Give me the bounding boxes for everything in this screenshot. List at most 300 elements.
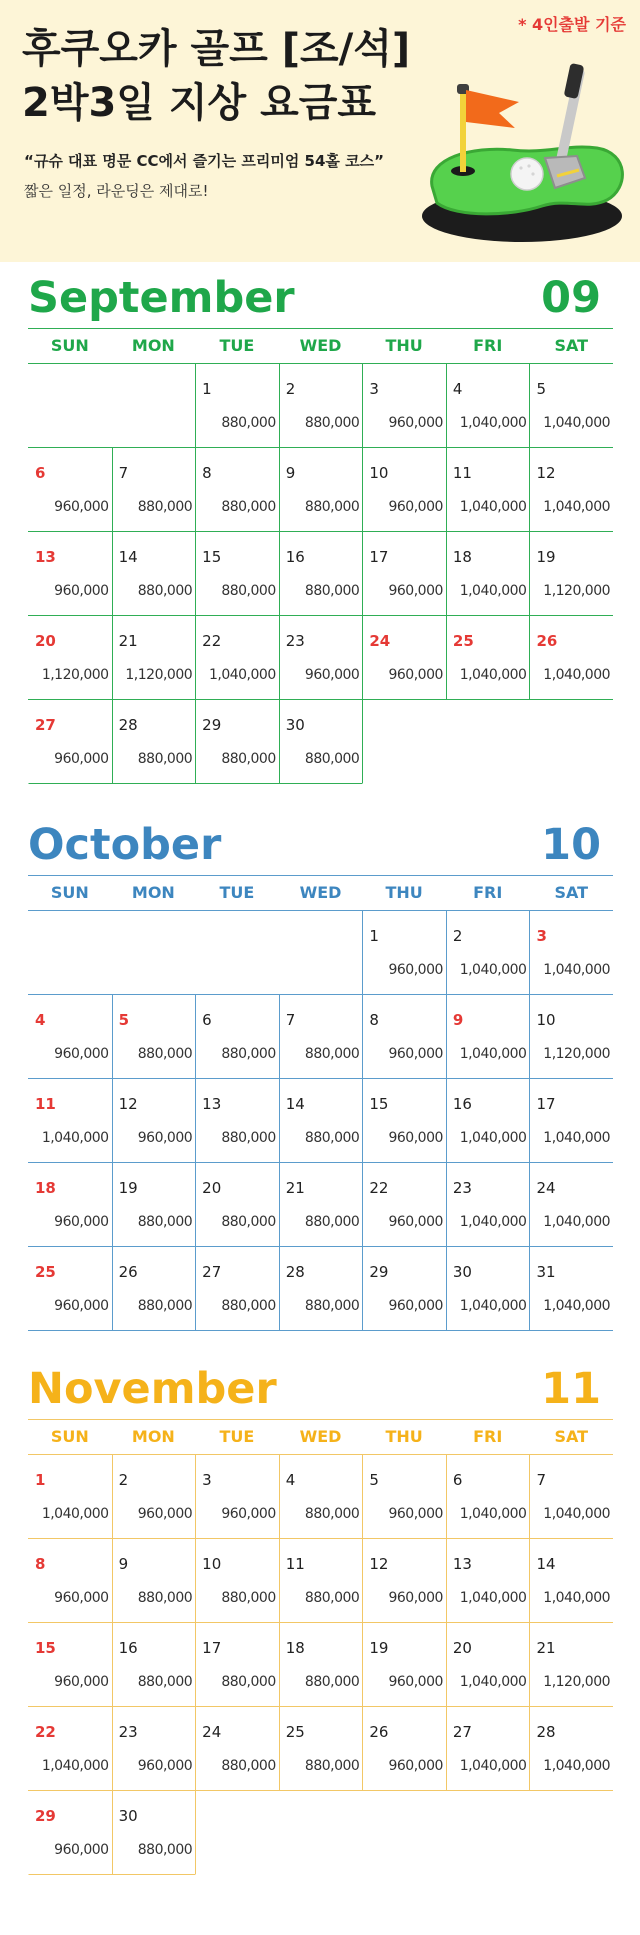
date-cell[interactable] xyxy=(195,616,279,699)
week-row xyxy=(28,700,613,784)
date-number: 19 xyxy=(536,548,556,566)
date-number: 11 xyxy=(285,1555,305,1573)
date-price: 880,000 xyxy=(221,499,276,515)
date-cell[interactable] xyxy=(279,995,363,1078)
date-cell[interactable] xyxy=(279,1623,363,1706)
month-name: October xyxy=(28,820,222,870)
date-number: 24 xyxy=(536,1179,556,1197)
empty-date-cell xyxy=(362,700,446,784)
empty-date-cell xyxy=(529,700,613,784)
date-cell[interactable] xyxy=(529,448,613,531)
date-price: 880,000 xyxy=(137,1842,193,1858)
date-number: 18 xyxy=(452,548,472,566)
date-number: 7 xyxy=(285,1011,296,1029)
date-price: 880,000 xyxy=(221,583,276,599)
date-cell[interactable] xyxy=(362,1163,446,1246)
weekday-label: WED xyxy=(299,883,342,902)
date-cell[interactable] xyxy=(446,1623,530,1706)
date-number: 4 xyxy=(285,1471,296,1489)
date-number: 15 xyxy=(369,1095,389,1113)
date-price: 960,000 xyxy=(54,1674,109,1690)
date-cell[interactable] xyxy=(446,364,530,447)
date-cell[interactable] xyxy=(362,1455,446,1538)
date-cell[interactable] xyxy=(529,1455,613,1538)
date-price: 880,000 xyxy=(304,1506,360,1522)
date-number: 17 xyxy=(536,1095,556,1113)
date-cell[interactable] xyxy=(529,911,613,994)
date-cell[interactable] xyxy=(112,1623,196,1706)
date-cell[interactable] xyxy=(195,364,279,447)
weekday-header-row xyxy=(28,1419,613,1455)
date-number: 3 xyxy=(202,1471,212,1489)
date-cell[interactable] xyxy=(195,1455,279,1538)
date-price: 960,000 xyxy=(54,583,109,599)
date-price: 880,000 xyxy=(137,499,193,515)
date-cell[interactable] xyxy=(112,1455,196,1538)
date-number: 16 xyxy=(285,548,305,566)
date-number: 23 xyxy=(285,632,305,650)
date-cell[interactable] xyxy=(362,1539,446,1622)
date-number: 13 xyxy=(202,1095,222,1113)
date-cell[interactable] xyxy=(195,700,279,784)
date-price: 1,040,000 xyxy=(459,1298,527,1314)
date-price: 880,000 xyxy=(304,499,360,515)
date-number: 6 xyxy=(202,1011,212,1029)
date-price: 880,000 xyxy=(137,1214,193,1230)
date-number: 6 xyxy=(452,1471,463,1489)
date-cell[interactable] xyxy=(279,700,363,784)
date-number: 2 xyxy=(285,380,296,398)
date-number: 4 xyxy=(35,1011,46,1029)
date-number: 9 xyxy=(285,464,296,482)
date-price: 960,000 xyxy=(54,1214,109,1230)
date-price: 960,000 xyxy=(54,751,109,767)
date-number: 5 xyxy=(369,1471,379,1489)
week-row xyxy=(28,1079,613,1163)
date-number: 24 xyxy=(369,632,391,650)
date-price: 1,040,000 xyxy=(459,1674,527,1690)
date-cell[interactable] xyxy=(112,1247,196,1330)
weekday-label: THU xyxy=(385,883,423,902)
date-cell[interactable] xyxy=(28,532,112,615)
date-number: 15 xyxy=(35,1639,56,1657)
date-price: 880,000 xyxy=(304,583,360,599)
date-cell[interactable] xyxy=(28,995,112,1078)
month-name: September xyxy=(28,273,295,323)
date-price: 960,000 xyxy=(388,1130,443,1146)
date-price: 1,040,000 xyxy=(459,1130,527,1146)
date-cell[interactable] xyxy=(529,364,613,447)
date-cell[interactable] xyxy=(28,616,112,699)
date-price: 960,000 xyxy=(54,1298,109,1314)
date-cell[interactable] xyxy=(362,616,446,699)
date-cell[interactable] xyxy=(279,616,363,699)
weekday-label: SAT xyxy=(554,336,589,355)
date-price: 960,000 xyxy=(54,499,109,515)
date-number: 1 xyxy=(369,927,379,945)
date-cell[interactable] xyxy=(446,448,530,531)
date-number: 27 xyxy=(202,1263,222,1281)
date-number: 13 xyxy=(452,1555,472,1573)
weekday-label: SUN xyxy=(50,883,89,902)
date-number: 30 xyxy=(285,716,305,734)
date-price: 1,040,000 xyxy=(459,1758,527,1774)
date-number: 2 xyxy=(452,927,463,945)
date-cell[interactable] xyxy=(195,532,279,615)
week-row xyxy=(28,532,613,616)
empty-date-cell xyxy=(195,1791,279,1875)
date-price: 880,000 xyxy=(221,1298,276,1314)
weekday-label: MON xyxy=(131,883,175,902)
date-number: 8 xyxy=(369,1011,379,1029)
date-price: 880,000 xyxy=(137,1590,193,1606)
date-cell[interactable] xyxy=(279,448,363,531)
date-cell[interactable] xyxy=(446,616,530,699)
date-price: 960,000 xyxy=(388,1298,443,1314)
date-cell[interactable] xyxy=(446,532,530,615)
month-header xyxy=(28,817,613,875)
date-cell[interactable] xyxy=(446,1707,530,1790)
date-price: 880,000 xyxy=(304,1130,360,1146)
date-cell[interactable] xyxy=(28,1623,112,1706)
month-calendar-november xyxy=(28,1361,613,1875)
date-cell[interactable] xyxy=(362,1707,446,1790)
month-calendar-october xyxy=(28,817,613,1331)
week-row xyxy=(28,995,613,1079)
date-cell[interactable] xyxy=(28,1247,112,1330)
date-number: 29 xyxy=(369,1263,389,1281)
date-cell[interactable] xyxy=(446,911,530,994)
weekday-label: WED xyxy=(299,336,342,355)
week-row xyxy=(28,1247,613,1331)
date-cell[interactable] xyxy=(362,1623,446,1706)
date-number: 26 xyxy=(536,632,558,650)
date-price: 880,000 xyxy=(304,751,360,767)
date-number: 27 xyxy=(452,1723,472,1741)
date-price: 960,000 xyxy=(54,1046,109,1062)
date-price: 880,000 xyxy=(137,1046,193,1062)
date-number: 19 xyxy=(118,1179,138,1197)
tagline-sub: 짧은 일정, 라운딩은 제대로! xyxy=(24,182,209,200)
weekday-label: MON xyxy=(131,336,175,355)
date-number: 28 xyxy=(118,716,138,734)
date-number: 2 xyxy=(118,1471,129,1489)
date-cell[interactable] xyxy=(362,448,446,531)
date-cell[interactable] xyxy=(112,448,196,531)
date-cell[interactable] xyxy=(112,995,196,1078)
date-number: 21 xyxy=(118,632,138,650)
date-number: 9 xyxy=(118,1555,129,1573)
date-number: 5 xyxy=(118,1011,130,1029)
date-price: 960,000 xyxy=(388,667,443,683)
date-number: 22 xyxy=(202,632,222,650)
date-cell[interactable] xyxy=(28,1539,112,1622)
empty-date-cell xyxy=(28,364,112,447)
weekday-label: SAT xyxy=(554,1427,589,1446)
date-cell[interactable] xyxy=(28,1707,112,1790)
date-number: 27 xyxy=(35,716,56,734)
date-cell[interactable] xyxy=(362,911,446,994)
date-cell[interactable] xyxy=(112,1707,196,1790)
date-price: 1,040,000 xyxy=(543,1214,611,1230)
month-name: November xyxy=(28,1364,277,1414)
weekday-label: MON xyxy=(131,1427,175,1446)
date-number: 14 xyxy=(285,1095,305,1113)
weekday-header-row xyxy=(28,328,613,364)
date-cell[interactable] xyxy=(279,1163,363,1246)
date-price: 1,040,000 xyxy=(41,1130,109,1146)
date-number: 22 xyxy=(35,1723,56,1741)
date-cell[interactable] xyxy=(529,532,613,615)
golf-green-illustration-icon xyxy=(417,58,632,248)
date-price: 1,040,000 xyxy=(543,1298,611,1314)
date-cell[interactable] xyxy=(112,1791,196,1875)
date-number: 4 xyxy=(452,380,463,398)
date-cell[interactable] xyxy=(446,1163,530,1246)
date-cell[interactable] xyxy=(279,1707,363,1790)
empty-date-cell xyxy=(279,911,363,994)
empty-date-cell xyxy=(195,911,279,994)
date-cell[interactable] xyxy=(195,1707,279,1790)
month-number: 09 xyxy=(541,273,601,323)
date-cell[interactable] xyxy=(195,1079,279,1162)
weekday-label: FRI xyxy=(473,1427,503,1446)
date-number: 19 xyxy=(369,1639,389,1657)
date-price: 1,040,000 xyxy=(459,499,527,515)
date-number: 1 xyxy=(35,1471,46,1489)
week-row xyxy=(28,911,613,995)
date-number: 25 xyxy=(452,632,474,650)
empty-date-cell xyxy=(446,700,530,784)
date-cell[interactable] xyxy=(112,616,196,699)
date-cell[interactable] xyxy=(279,1247,363,1330)
date-number: 7 xyxy=(118,464,129,482)
date-price: 1,040,000 xyxy=(459,667,527,683)
date-number: 20 xyxy=(202,1179,222,1197)
date-price: 1,120,000 xyxy=(543,583,611,599)
weekday-label: WED xyxy=(299,1427,342,1446)
date-price: 1,040,000 xyxy=(459,1590,527,1606)
date-cell[interactable] xyxy=(112,1163,196,1246)
date-price: 960,000 xyxy=(221,1506,276,1522)
date-price: 960,000 xyxy=(388,1590,443,1606)
date-number: 11 xyxy=(35,1095,56,1113)
date-cell[interactable] xyxy=(279,364,363,447)
date-cell[interactable] xyxy=(529,1623,613,1706)
weekday-label: TUE xyxy=(219,883,255,902)
date-number: 28 xyxy=(536,1723,556,1741)
date-number: 17 xyxy=(202,1639,222,1657)
date-price: 1,040,000 xyxy=(543,1506,611,1522)
date-number: 21 xyxy=(536,1639,556,1657)
date-cell[interactable] xyxy=(529,616,613,699)
date-cell[interactable] xyxy=(279,532,363,615)
date-cell[interactable] xyxy=(362,1079,446,1162)
date-price: 880,000 xyxy=(137,1674,193,1690)
date-number: 30 xyxy=(452,1263,472,1281)
empty-date-cell xyxy=(112,911,196,994)
date-cell[interactable] xyxy=(28,1079,112,1162)
date-cell[interactable] xyxy=(195,1247,279,1330)
date-cell[interactable] xyxy=(529,1539,613,1622)
date-cell[interactable] xyxy=(112,1079,196,1162)
date-price: 880,000 xyxy=(304,1590,360,1606)
date-number: 26 xyxy=(118,1263,138,1281)
date-price: 880,000 xyxy=(221,1214,276,1230)
date-price: 880,000 xyxy=(304,1758,360,1774)
date-number: 12 xyxy=(369,1555,389,1573)
tagline-quote: “규슈 대표 명문 CC에서 즐기는 프리미엄 54홀 코스” xyxy=(24,152,384,170)
date-price: 880,000 xyxy=(304,1298,360,1314)
date-number: 22 xyxy=(369,1179,389,1197)
date-cell[interactable] xyxy=(446,1247,530,1330)
month-number: 11 xyxy=(541,1364,601,1414)
date-cell[interactable] xyxy=(529,1079,613,1162)
date-price: 960,000 xyxy=(388,1758,443,1774)
date-cell[interactable] xyxy=(529,995,613,1078)
empty-date-cell xyxy=(112,364,196,447)
header-banner xyxy=(0,0,640,262)
date-price: 1,120,000 xyxy=(41,667,109,683)
week-row xyxy=(28,1791,613,1875)
weekday-label: TUE xyxy=(219,1427,255,1446)
date-cell[interactable] xyxy=(112,700,196,784)
week-row xyxy=(28,1455,613,1539)
weekday-label: THU xyxy=(385,336,423,355)
date-price: 1,040,000 xyxy=(543,1590,611,1606)
date-price: 960,000 xyxy=(137,1758,193,1774)
date-number: 23 xyxy=(452,1179,472,1197)
date-price: 1,120,000 xyxy=(543,1674,611,1690)
date-cell[interactable] xyxy=(28,448,112,531)
title-line-1: 후쿠오카 골프 [조/석] xyxy=(22,26,411,72)
date-cell[interactable] xyxy=(28,700,112,784)
date-number: 21 xyxy=(285,1179,305,1197)
date-number: 16 xyxy=(118,1639,138,1657)
date-price: 880,000 xyxy=(304,415,360,431)
date-price: 1,040,000 xyxy=(543,962,611,978)
date-number: 14 xyxy=(536,1555,556,1573)
week-row xyxy=(28,448,613,532)
date-price: 960,000 xyxy=(388,415,443,431)
date-number: 7 xyxy=(536,1471,547,1489)
date-cell[interactable] xyxy=(279,1455,363,1538)
date-number: 18 xyxy=(35,1179,56,1197)
date-price: 1,040,000 xyxy=(208,667,276,683)
date-cell[interactable] xyxy=(362,364,446,447)
date-price: 1,040,000 xyxy=(459,1506,527,1522)
date-number: 8 xyxy=(202,464,212,482)
date-price: 960,000 xyxy=(388,1046,443,1062)
date-price: 1,120,000 xyxy=(543,1046,611,1062)
weekday-label: SUN xyxy=(50,336,89,355)
date-cell[interactable] xyxy=(446,1539,530,1622)
date-number: 3 xyxy=(536,927,547,945)
title-line-2: 2박3일 지상 요금표 xyxy=(22,80,376,126)
date-cell[interactable] xyxy=(195,448,279,531)
date-number: 5 xyxy=(536,380,547,398)
date-price: 880,000 xyxy=(221,1674,276,1690)
date-number: 17 xyxy=(369,548,389,566)
date-number: 10 xyxy=(536,1011,556,1029)
date-number: 10 xyxy=(369,464,389,482)
date-cell[interactable] xyxy=(529,1247,613,1330)
date-number: 6 xyxy=(35,464,46,482)
date-cell[interactable] xyxy=(112,532,196,615)
empty-date-cell xyxy=(28,911,112,994)
weekday-label: TUE xyxy=(219,336,255,355)
date-number: 12 xyxy=(118,1095,138,1113)
date-number: 23 xyxy=(118,1723,138,1741)
date-number: 20 xyxy=(452,1639,472,1657)
weekday-label: SAT xyxy=(554,883,589,902)
date-number: 31 xyxy=(536,1263,556,1281)
date-number: 12 xyxy=(536,464,556,482)
date-price: 1,040,000 xyxy=(459,415,527,431)
date-number: 18 xyxy=(285,1639,305,1657)
week-row xyxy=(28,1707,613,1791)
week-row xyxy=(28,1623,613,1707)
date-cell[interactable] xyxy=(279,1539,363,1622)
date-number: 29 xyxy=(202,716,222,734)
date-price: 880,000 xyxy=(221,1046,276,1062)
date-cell[interactable] xyxy=(362,995,446,1078)
date-number: 14 xyxy=(118,548,138,566)
empty-date-cell xyxy=(362,1791,446,1875)
date-price: 1,040,000 xyxy=(459,1214,527,1230)
date-price: 880,000 xyxy=(137,583,193,599)
four-person-note: * 4인출발 기준 xyxy=(518,15,626,34)
date-number: 15 xyxy=(202,548,222,566)
date-price: 880,000 xyxy=(137,1298,193,1314)
date-cell[interactable] xyxy=(446,1455,530,1538)
date-price: 880,000 xyxy=(221,1130,276,1146)
week-row xyxy=(28,364,613,448)
date-price: 1,040,000 xyxy=(459,1046,527,1062)
date-cell[interactable] xyxy=(28,1455,112,1538)
date-cell[interactable] xyxy=(195,1163,279,1246)
date-cell[interactable] xyxy=(195,1539,279,1622)
date-price: 960,000 xyxy=(388,1506,443,1522)
date-price: 880,000 xyxy=(304,1046,360,1062)
date-number: 16 xyxy=(452,1095,472,1113)
date-cell[interactable] xyxy=(529,1707,613,1790)
date-cell[interactable] xyxy=(446,995,530,1078)
date-number: 25 xyxy=(285,1723,305,1741)
date-price: 960,000 xyxy=(137,1506,193,1522)
date-cell[interactable] xyxy=(195,995,279,1078)
date-cell[interactable] xyxy=(446,1079,530,1162)
date-cell[interactable] xyxy=(362,1247,446,1330)
date-cell[interactable] xyxy=(28,1163,112,1246)
empty-date-cell xyxy=(279,1791,363,1875)
weekday-label: FRI xyxy=(473,883,503,902)
date-cell[interactable] xyxy=(279,1079,363,1162)
date-price: 1,040,000 xyxy=(543,499,611,515)
date-cell[interactable] xyxy=(362,532,446,615)
date-price: 960,000 xyxy=(54,1590,109,1606)
date-price: 880,000 xyxy=(221,1758,276,1774)
date-cell[interactable] xyxy=(529,1163,613,1246)
date-price: 1,040,000 xyxy=(543,1758,611,1774)
date-cell[interactable] xyxy=(112,1539,196,1622)
month-calendar-september xyxy=(28,270,613,784)
date-price: 960,000 xyxy=(137,1130,193,1146)
date-cell[interactable] xyxy=(195,1623,279,1706)
date-cell[interactable] xyxy=(28,1791,112,1875)
date-number: 20 xyxy=(35,632,56,650)
date-price: 880,000 xyxy=(137,751,193,767)
